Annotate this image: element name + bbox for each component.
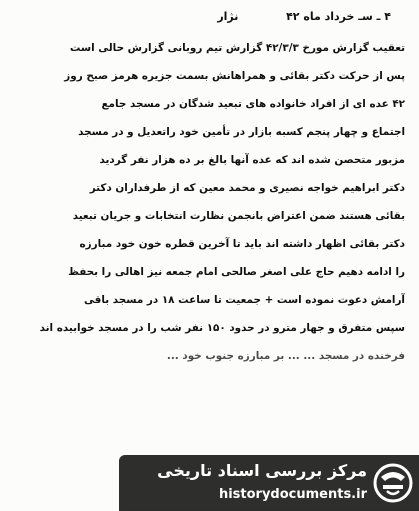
body-line: دکتر بقائی اظهار داشته اند باید تا آخرین قطره خون خود مبارزه — [79, 238, 405, 250]
body-line: بقائی هستند ضمن اعتراض بانجمن نظارت انتخابات و جریان تبعید — [72, 210, 405, 222]
body-line: ۴۲ عده ای از افراد خانواده های تبعید شدگان در مسجد جامع — [101, 98, 405, 110]
header-title: ۴ ـ سـ خرداد ماه ۴۲ — [286, 10, 391, 23]
document-body — [13, 34, 405, 370]
body-line: مزبور متحصن شده اند که عده آنها بالغ بر ده هزار نفر گردید — [99, 154, 405, 166]
archive-logo-icon — [373, 463, 413, 503]
body-line: آرامش دعوت نموده است + جمعیت تا ساعت ۱۸ در مسجد باقی — [84, 294, 405, 306]
body-line: سپس متفرق و جهار مترو در حدود ۱۵۰ نفر شب را در مسجد خوابیده اند — [39, 322, 405, 334]
watermark-title: مرکز بررسی اسناد تاریخی — [157, 461, 367, 480]
watermark-url: historydocuments.ir — [218, 487, 367, 502]
body-line: دکتر ابراهیم خواجه نصیری و محمد معین که از طرفداران دکتر — [89, 182, 405, 194]
body-line: فرخنده در مسجد ... ... بر مبارزه جنوب خود ... — [166, 350, 405, 362]
header-right-label: نژار — [217, 10, 239, 23]
body-line: تعقیب گزارش مورخ ۴۲/۳/۳ گزارش تیم روبانی گزارش حالی است — [69, 42, 405, 54]
watermark-banner — [119, 455, 419, 511]
body-line: اجتماع و چهار پنجم کسبه بازار در تأمین خود راتعدیل و در مسجد — [78, 126, 405, 138]
body-line: پس از حرکت دکتر بقائی و همراهانش بسمت جزیره هرمز صبح روز — [64, 70, 405, 82]
body-line: را ادامه دهیم حاج علی اصغر صالحی امام جمعه نیز اهالی را بحفظ — [68, 266, 405, 278]
document-header — [217, 10, 391, 23]
